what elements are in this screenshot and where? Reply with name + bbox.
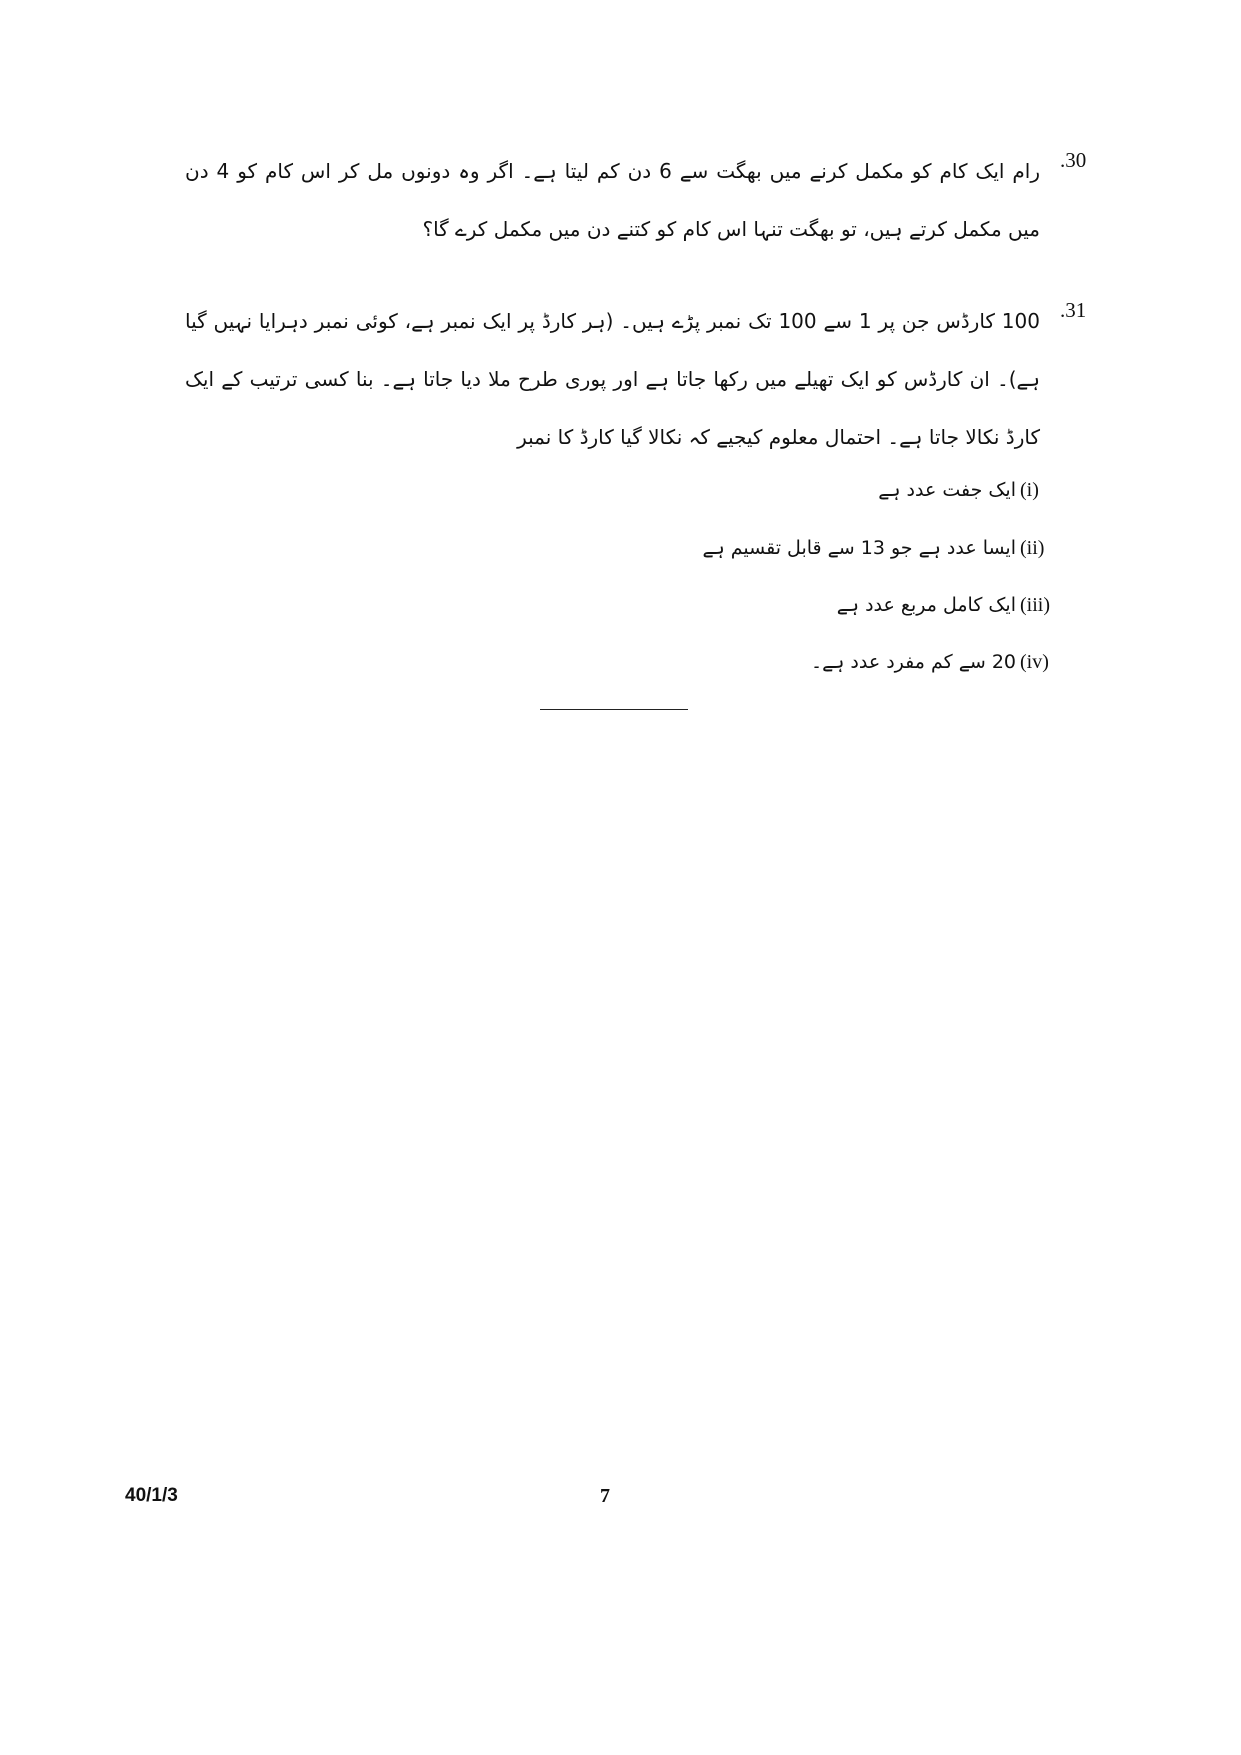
paper-code: 40/1/3 <box>125 1485 178 1506</box>
option-ii <box>702 528 1066 568</box>
option-text: 20 سے کم مفرد عدد ہے۔ <box>810 651 1016 673</box>
question-number: .31 <box>1060 298 1087 322</box>
option-text: ایک جفت عدد ہے <box>878 479 1016 501</box>
option-i <box>878 470 1066 510</box>
option-text: ایک کامل مربع عدد ہے <box>836 594 1016 616</box>
question-number: .30 <box>1060 148 1087 172</box>
option-text: ایسا عدد ہے جو 13 سے قابل تقسیم ہے <box>702 537 1016 559</box>
option-iv <box>811 642 1066 682</box>
question-text: 100 کارڈس جن پر 1 سے 100 تک نمبر پڑے ہیں۔ (ہر کارڈ پر ایک نمبر ہے، کوئی نمبر دہرایا نہیں گیا ہے)۔ ان کارڈس کو ایک تھیلے میں رکھا جاتا ہے اور پوری طرح ملا دیا جاتا ہے۔ بنا کسی ترتیب کے ایک کارڈ نکالا جاتا ہے۔ احتمال معلوم کیجیے کہ نکالا گیا کارڈ کا نمبر <box>185 309 1040 449</box>
question-30 <box>150 150 1120 240</box>
question-text: رام ایک کام کو مکمل کرنے میں بھگت سے 6 دن کم لیتا ہے۔ اگر وہ دونوں مل کر اس کام کو 4 دن میں مکمل کرتے ہیں، تو بھگت تنہا اس کام کو کتنے دن میں مکمل کرے گا؟ <box>185 159 1040 241</box>
option-label: (ii) <box>1020 536 1045 559</box>
end-of-paper-rule <box>540 709 688 710</box>
option-label: (i) <box>1020 478 1039 501</box>
option-label: (iii) <box>1020 593 1050 616</box>
page-number: 7 <box>600 1485 610 1507</box>
option-iii <box>837 585 1066 625</box>
option-label: (iv) <box>1020 650 1049 673</box>
